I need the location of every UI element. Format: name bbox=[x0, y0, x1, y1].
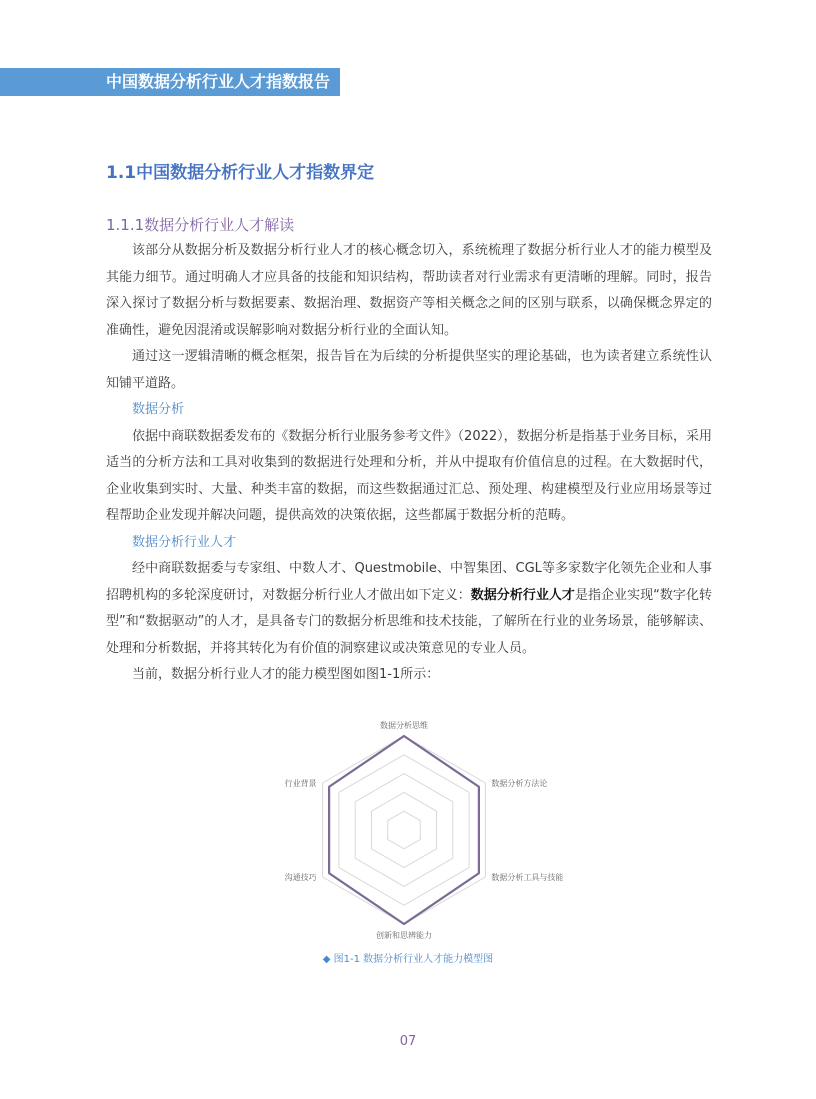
body-text bbox=[106, 238, 712, 689]
radar-series-line bbox=[329, 736, 479, 924]
report-title: 中国数据分析行业人才指数报告 bbox=[106, 72, 331, 91]
subsection-title: 1.1.1数据分析行业人才解读 bbox=[106, 216, 295, 234]
paragraph: 依据中商联数据委发布的《数据分析行业服务参考文件》（2022），数据分析是指基于业务目标，采用适当的分析方法和工具对收集到的数据进行处理和分析，并从中提取有价值信息的过程。在大数据时代，企业收集到实时、大量、种类丰富的数据，而这些数据通过汇总、预处理、构建模型及行业应用场景等过程帮助企业发现并解决问题，提供高效的决策依据，这些都属于数据分析的范畴。 bbox=[106, 428, 712, 523]
radar-grid-ring bbox=[388, 811, 421, 849]
radar-axis-label: 沟通技巧 bbox=[284, 873, 317, 882]
radar-axis-label: 数据分析工具与技能 bbox=[491, 873, 564, 882]
radar-chart bbox=[276, 718, 566, 948]
definition-body: 是指企业实现“数字化转型”和“数据驱动”的人才，是具备专门的数据分析思维和技术技能，了解所在行业的业务场景，能够解读、处理和分析数据，并将其转化为有价值的洞察建议或决策意见的专业人员。 bbox=[106, 587, 712, 656]
section-title: 1.1中国数据分析行业人才指数界定 bbox=[106, 163, 375, 183]
subhead-data-analysis-talent: 数据分析行业人才 bbox=[132, 534, 237, 550]
paragraph: 当前，数据分析行业人才的能力模型图如图1-1所示： bbox=[132, 667, 440, 682]
radar-grid-ring bbox=[355, 774, 453, 887]
paragraph: 该部分从数据分析及数据分析行业人才的核心概念切入，系统梳理了数据分析行业人才的能力模型及其能力细节。通过明确人才应具备的技能和知识结构，帮助读者对行业需求有更清晰的理解。同时，报告深入探讨了数据分析与数据要素、数据治理、数据资产等相关概念之间的区别与联系，以确保概念界定的准确性，避免因混淆或误解影响对数据分析行业的全面认知。 bbox=[106, 243, 712, 338]
subhead-data-analysis: 数据分析 bbox=[132, 402, 185, 417]
paragraph-definition bbox=[106, 556, 712, 662]
radar-axis-label: 创新和思辨能力 bbox=[376, 931, 432, 940]
radar-axis-label: 数据分析思维 bbox=[380, 721, 428, 730]
paragraph: 通过这一逻辑清晰的概念框架，报告旨在为后续的分析提供坚实的理论基础，也为读者建立系统性认知铺平道路。 bbox=[106, 349, 712, 391]
definition-term: 数据分析行业人才 bbox=[470, 587, 575, 603]
radar-grid-ring bbox=[323, 736, 486, 924]
page-number: 07 bbox=[399, 1034, 417, 1049]
radar-axis-label: 数据分析方法论 bbox=[491, 779, 548, 788]
definition-lead: 经中商联数据委与专家组、中数人才、Questmobile、中智集团、CGL等多家数字化领先企业和人事招聘机构的多轮深度研讨，对数据分析行业人才做出如下定义： bbox=[106, 561, 712, 603]
figure-caption: ◆ 图1-1 数据分析行业人才能力模型图 bbox=[322, 954, 494, 965]
radar-grid-ring bbox=[371, 792, 436, 867]
radar-grid-ring bbox=[339, 755, 469, 905]
radar-axis-label: 行业背景 bbox=[284, 779, 317, 788]
